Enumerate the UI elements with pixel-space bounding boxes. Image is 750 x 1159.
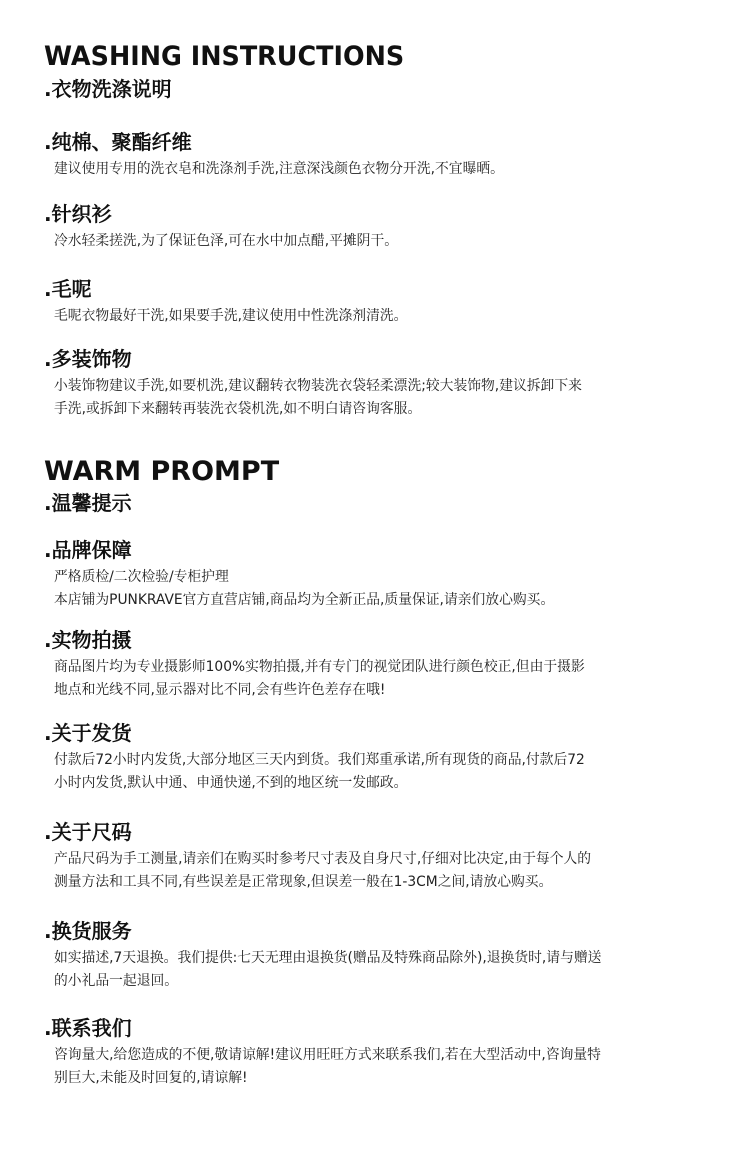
section-body-shipping	[54, 749, 714, 795]
section-body-wool	[54, 305, 714, 328]
section-line: 小时内发货,默认中通、申通快递,不到的地区统一发邮政。	[54, 775, 408, 791]
section-line: 如实描述,7天退换。我们提供:七天无理由退换货(赠品及特殊商品除外),退换货时,请与赠送	[54, 950, 602, 966]
section-line: 建议使用专用的洗衣皂和洗涤剂手洗,注意深浅颜色衣物分开洗,不宜曝晒。	[54, 161, 504, 177]
section-line: 地点和光线不同,显示器对比不同,会有些许色差存在哦!	[54, 682, 386, 698]
section-line: 手洗,或拆卸下来翻转再装洗衣袋机洗,如不明白请咨询客服。	[54, 401, 422, 417]
section-line: 冷水轻柔搓洗,为了保证色泽,可在水中加点醋,平摊阴干。	[54, 233, 399, 249]
section-body-decorations	[54, 375, 714, 421]
section-line: 付款后72小时内发货,大部分地区三天内到货。我们郑重承诺,所有现货的商品,付款后72	[54, 752, 585, 768]
section-heading-shipping: .关于发货	[44, 721, 132, 745]
section-line: 严格质检/二次检验/专柜护理	[54, 569, 229, 585]
section-heading-wool: .毛呢	[44, 277, 92, 301]
section-line: 的小礼品一起退回。	[54, 973, 179, 989]
section-line: 测量方法和工具不同,有些误差是正常现象,但误差一般在1-3CM之间,请放心购买。	[54, 874, 553, 890]
section-body-size	[54, 848, 714, 894]
washing-title: WASHING INSTRUCTIONS	[44, 41, 405, 72]
section-line: 咨询量大,给您造成的不便,敬请谅解!建议用旺旺方式来联系我们,若在大型活动中,咨询量特	[54, 1047, 601, 1063]
section-heading-knitwear: .针织衫	[44, 202, 112, 226]
section-body-brand	[54, 566, 714, 612]
section-heading-exchange: .换货服务	[44, 919, 132, 943]
section-line: 别巨大,未能及时回复的,请谅解!	[54, 1070, 248, 1086]
section-line: 毛呢衣物最好干洗,如果要手洗,建议使用中性洗涤剂清洗。	[54, 308, 408, 324]
section-line: 商品图片均为专业摄影师100%实物拍摄,并有专门的视觉团队进行颜色校正,但由于摄影	[54, 659, 585, 675]
section-heading-cotton: .纯棉、聚酯纤维	[44, 130, 192, 154]
section-line: 产品尺码为手工测量,请亲们在购买时参考尺寸表及自身尺寸,仔细对比决定,由于每个人的	[54, 851, 592, 867]
washing-subtitle: .衣物洗涤说明	[44, 77, 172, 101]
section-line: 小装饰物建议手洗,如要机洗,建议翻转衣物装洗衣袋轻柔漂洗;较大装饰物,建议拆卸下来	[54, 378, 582, 394]
section-body-cotton	[54, 158, 714, 181]
section-heading-decorations: .多装饰物	[44, 347, 132, 371]
prompt-title: WARM PROMPT	[44, 456, 280, 487]
prompt-subtitle: .温馨提示	[44, 491, 132, 515]
section-body-exchange	[54, 947, 714, 993]
section-body-contact	[54, 1044, 714, 1090]
section-body-photos	[54, 656, 714, 702]
section-line: 本店铺为PUNKRAVE官方直营店铺,商品均为全新正品,质量保证,请亲们放心购买。	[54, 592, 555, 608]
section-body-knitwear	[54, 230, 714, 253]
section-heading-photos: .实物拍摄	[44, 628, 132, 652]
section-heading-size: .关于尺码	[44, 820, 132, 844]
section-heading-brand: .品牌保障	[44, 538, 132, 562]
section-heading-contact: .联系我们	[44, 1016, 132, 1040]
